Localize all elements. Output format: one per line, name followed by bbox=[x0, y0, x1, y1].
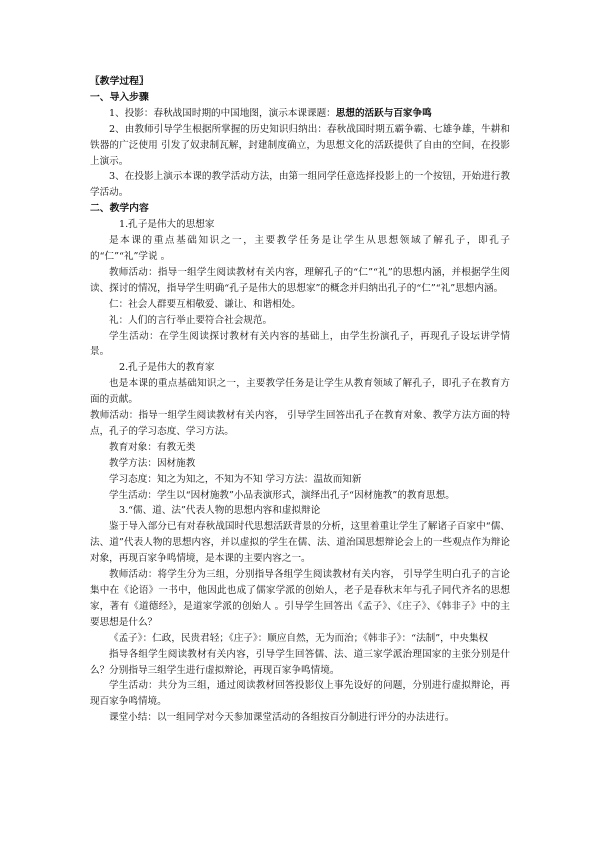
lesson-title: 思想的活跃与百家争鸣 bbox=[335, 107, 432, 119]
subsection-3-title: 3.“儒、道、法”代表人物的思想内容和虚拟辩论 bbox=[119, 505, 321, 517]
s2-paragraph-5: 学习态度：知之为知之，不知为不知 学习方法：温故而知新 bbox=[109, 473, 362, 485]
lesson-summary: 课堂小结：以一组同学对今天参加课堂活动的各组按百分制进行评分的办法进行。 bbox=[109, 712, 455, 724]
part2-heading: 二、教学内容 bbox=[90, 203, 149, 215]
part1-paragraph-1 bbox=[90, 106, 510, 122]
part1-paragraph-2: 2、由教师引导学生根据所掌握的历史知识归纳出：春秋战国时期五霸争霸、七雄争雄，牛耕和铁器的广泛使用 引发了奴隶制瓦解，封建制度确立，为思想文化的活跃提供了自由的空间，在投影上演示。 bbox=[90, 123, 510, 167]
part1-heading: 一、导入步骤 bbox=[90, 91, 149, 103]
s1-paragraph-4: 礼：人们的言行举止要符合社会规范。 bbox=[109, 314, 273, 326]
s1-paragraph-2: 教师活动：指导一组学生阅读教材有关内容，理解孔子的“仁”“礼”的思想内涵，并根据学生阅读、探讨的情况，指导学生明确“孔子是伟大的思想家”的概念并归纳出孔子的“仁”“礼”思想内涵。 bbox=[90, 266, 510, 294]
section-title: 〖教学过程〗 bbox=[90, 76, 149, 87]
part1-paragraph-3: 3、在投影上演示本课的教学活动方法，由第一组同学任意选择投影上的一个按钮，开始进行教学活动。 bbox=[90, 171, 510, 199]
subsection-1-title: 1.孔子是伟大的思想家 bbox=[119, 219, 215, 231]
p1-text: 1、投影：春秋战国时期的中国地图，演示本课课题： bbox=[109, 107, 336, 119]
s1-paragraph-3: 仁：社会人群要互相敬爱、谦让、和谐相处。 bbox=[109, 298, 301, 310]
s3-paragraph-4: 指导各组学生阅读教材有关内容，引导学生回答儒、法、道三家学派治理国家的主张分别是什么？分别指导三组学生进行虚拟辩论，再现百家争鸣情境。 bbox=[90, 648, 510, 676]
s3-paragraph-1: 鉴于导入部分已有对春秋战国时代思想活跃背景的分析，这里着重让学生了解诸子百家中“儒、法、道”代表人物的思想内容，并以虚拟的学生在儒、法、道治国思想辩论会上的一些观点作为辩论对象，再现百家争鸣情境，是本课的主要内容之一。 bbox=[90, 521, 510, 565]
document-body bbox=[90, 74, 510, 726]
s1-paragraph-5: 学生活动：在学生阅读探讨教材有关内容的基础上，由学生扮演孔子，再现孔子设坛讲学情景。 bbox=[90, 330, 510, 358]
s3-paragraph-5: 学生活动：共分为三组，通过阅读教材回答投影仪上事先设好的问题，分别进行虚拟辩论，再现百家争鸣情境。 bbox=[90, 680, 510, 708]
s2-paragraph-4: 教学方法：因材施教 bbox=[109, 457, 196, 469]
s2-paragraph-3: 教育对象：有教无类 bbox=[109, 441, 196, 453]
s1-paragraph-1: 是本课的重点基础知识之一，主要教学任务是让学生从思想领域了解孔子，即孔子的“仁”“礼”学说 。 bbox=[90, 235, 510, 262]
s3-paragraph-3: 《孟子》：仁政，民贵君轻；《庄子》：顺应自然，无为而治；《韩非子》：“法制”，中央集权 bbox=[109, 632, 489, 644]
subsection-2-title: 2.孔子是伟大的教育家 bbox=[119, 362, 215, 374]
s2-paragraph-1: 也是本课的重点基础知识之一，主要教学任务是让学生从教育领域了解孔子，即孔子在教育方面的贡献。 bbox=[90, 378, 510, 406]
s2-paragraph-2: 教师活动：指导一组学生阅读教材有关内容， 引导学生回答出孔子在教育对象、教学方法方面的特点，孔子的学习态度、学习方法。 bbox=[90, 410, 510, 437]
s2-paragraph-6: 学生活动：学生以“因材施教”小品表演形式，演绎出孔子“因材施教”的教育思想。 bbox=[109, 489, 455, 501]
s3-paragraph-2: 教师活动：将学生分为三组，分别指导各组学生阅读教材有关内容， 引导学生明白孔子的言论集中在《论语》一书中，他因此也成了儒家学派的创始人，老子是春秋末年与孔子同代齐名的思想家，著有《道德经》，是道家学派的创始人 。引导学生回答出《孟子》、《庄子》、《韩非子》中的主要思想是什么？ bbox=[90, 569, 510, 628]
